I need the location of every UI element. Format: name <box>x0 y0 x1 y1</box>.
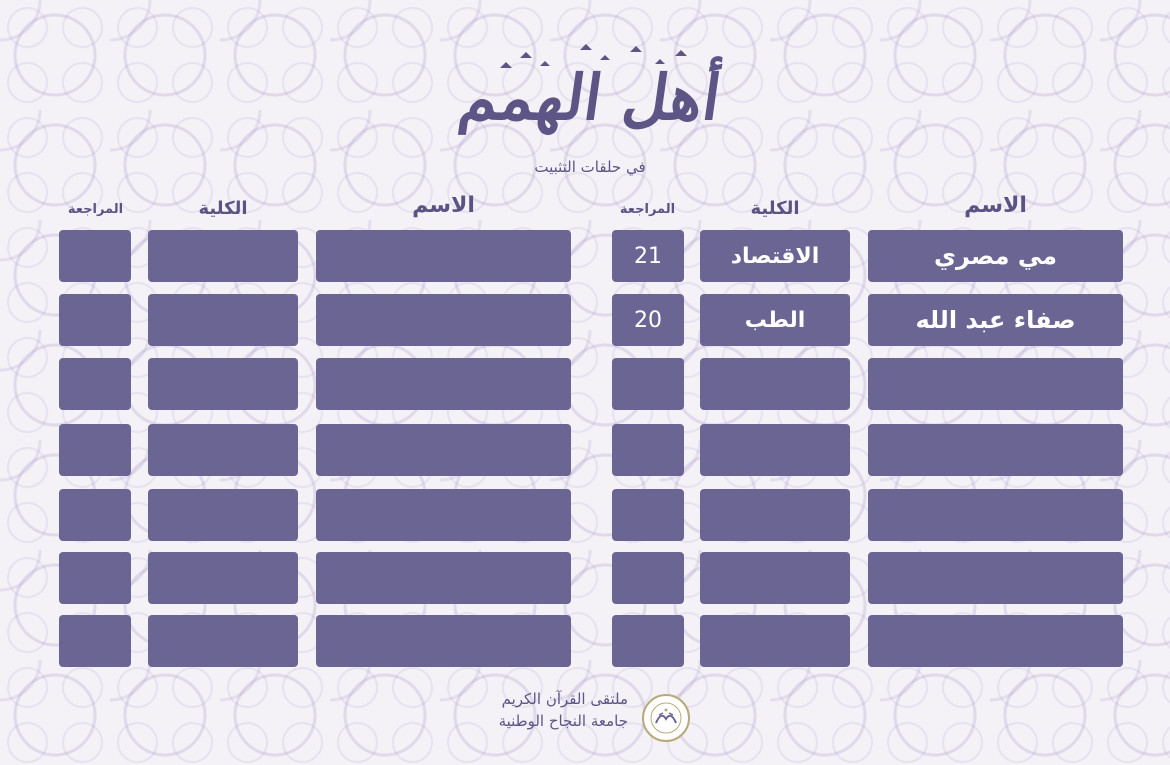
left-row-2-name <box>316 294 571 346</box>
right-row-1-name: مي مصري <box>868 230 1123 282</box>
right-row-7-name <box>868 615 1123 667</box>
right-header-college: الكلية <box>750 198 800 219</box>
right-row-4-college <box>700 424 850 476</box>
right-row-2-review: 20 <box>612 294 684 346</box>
right-header-review: المراجعة <box>619 202 676 217</box>
footer <box>480 688 690 738</box>
title-block <box>440 28 740 188</box>
left-row-6-college <box>148 552 298 604</box>
footer-line-2: جامعة النجاح الوطنية <box>498 712 628 730</box>
left-header-college: الكلية <box>198 198 248 219</box>
right-row-6-name <box>868 552 1123 604</box>
left-row-6-name <box>316 552 571 604</box>
left-row-6-review <box>59 552 131 604</box>
left-row-3-name <box>316 358 571 410</box>
right-row-6-college <box>700 552 850 604</box>
left-row-3-college <box>148 358 298 410</box>
right-row-6-review <box>612 552 684 604</box>
left-row-4-review <box>59 424 131 476</box>
right-row-5-review <box>612 489 684 541</box>
left-row-2-review <box>59 294 131 346</box>
right-row-2-name: صفاء عبد الله <box>868 294 1123 346</box>
left-header-name: الاسم <box>412 193 475 218</box>
left-row-1-name <box>316 230 571 282</box>
right-row-1-review: 21 <box>612 230 684 282</box>
left-row-4-college <box>148 424 298 476</box>
right-row-1-college: الاقتصاد <box>700 230 850 282</box>
left-row-5-name <box>316 489 571 541</box>
right-row-2-college: الطب <box>700 294 850 346</box>
left-row-1-review <box>59 230 131 282</box>
left-header-review: المراجعة <box>67 202 124 217</box>
left-row-3-review <box>59 358 131 410</box>
right-row-7-review <box>612 615 684 667</box>
left-row-5-college <box>148 489 298 541</box>
left-row-4-name <box>316 424 571 476</box>
right-row-5-name <box>868 489 1123 541</box>
right-header-name: الاسم <box>964 193 1027 218</box>
left-row-7-college <box>148 615 298 667</box>
page-title: أهل الهمم <box>454 61 726 134</box>
forum-logo-icon <box>642 694 690 742</box>
left-row-1-college <box>148 230 298 282</box>
right-row-4-name <box>868 424 1123 476</box>
right-row-4-review <box>612 424 684 476</box>
left-row-7-review <box>59 615 131 667</box>
left-row-2-college <box>148 294 298 346</box>
footer-line-1: ملتقى القرآن الكريم <box>501 690 628 708</box>
right-row-7-college <box>700 615 850 667</box>
right-row-5-college <box>700 489 850 541</box>
right-row-3-college <box>700 358 850 410</box>
left-row-5-review <box>59 489 131 541</box>
right-row-3-name <box>868 358 1123 410</box>
page-subtitle: في حلقات التثبيت <box>534 158 646 176</box>
left-row-7-name <box>316 615 571 667</box>
right-row-3-review <box>612 358 684 410</box>
footer-text <box>499 688 628 732</box>
